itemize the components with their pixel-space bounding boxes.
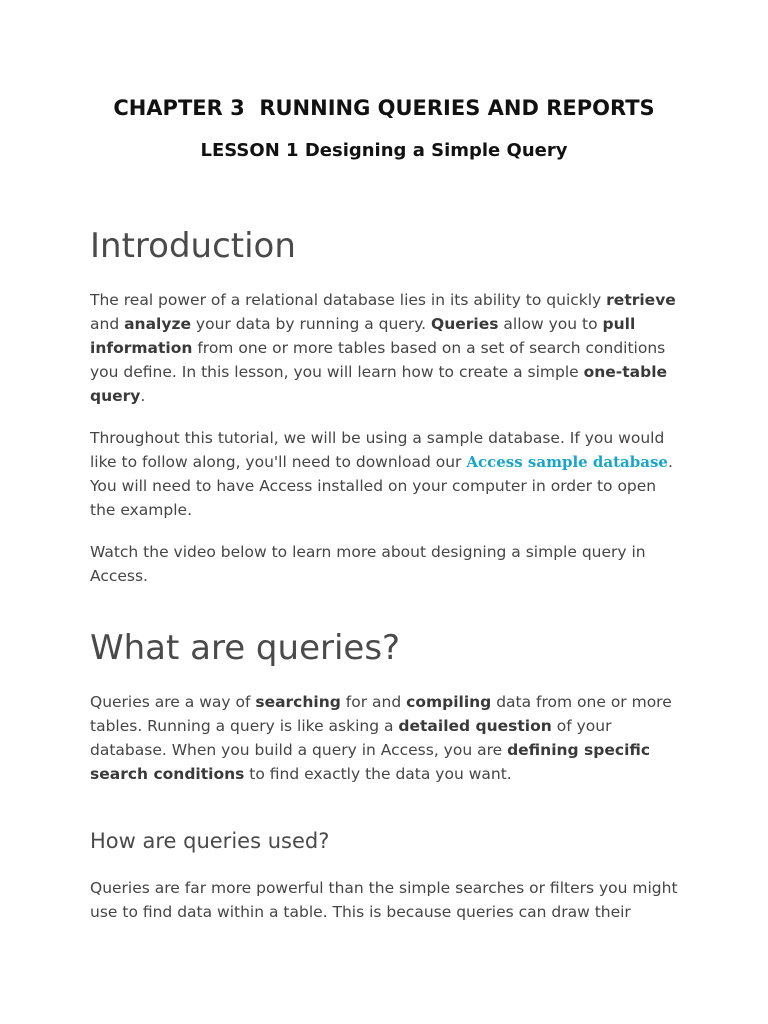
bold-term-compiling: compiling bbox=[406, 693, 492, 711]
text-run: data from one or more tables. Running a query is like asking a bbox=[90, 693, 672, 735]
text-run: The real power of a relational database lies in its ability to quickly bbox=[90, 291, 607, 309]
lesson-title: LESSON 1 Designing a Simple Query bbox=[200, 140, 568, 161]
intro-paragraph-3: Watch the video below to learn more about designing a simple query in Access. bbox=[90, 543, 646, 585]
bold-term-pull-information: pull information bbox=[90, 315, 636, 357]
introduction-heading: Introduction bbox=[90, 226, 296, 266]
text-run: of your database. When you build a query in Access, you are bbox=[90, 717, 612, 759]
bold-term-retrieve: retrieve bbox=[606, 291, 676, 309]
article-body bbox=[90, 222, 680, 924]
text-run: to find exactly the data you want. bbox=[244, 765, 512, 783]
chapter-title: CHAPTER 3 RUNNING QUERIES AND REPORTS bbox=[113, 96, 655, 120]
intro-paragraph-2 bbox=[90, 426, 680, 522]
access-sample-database-link[interactable]: Access sample database bbox=[466, 453, 668, 471]
how-paragraph-1: Queries are far more powerful than the simple searches or filters you might use to find data within a table. This is because queries can draw their bbox=[90, 879, 678, 921]
intro-paragraph-1 bbox=[90, 288, 680, 408]
what-are-queries-heading: What are queries? bbox=[90, 628, 401, 668]
text-run: your data by running a query. bbox=[191, 315, 432, 333]
bold-term-analyze: analyze bbox=[124, 315, 191, 333]
bold-term-one-table-query: one-table query bbox=[90, 363, 668, 405]
text-run: Queries are a way of bbox=[90, 693, 256, 711]
text-run: Throughout this tutorial, we will be using a sample database. If you would like to follow along, you'll need to download our bbox=[90, 429, 665, 471]
text-run: . bbox=[140, 387, 146, 405]
what-paragraph-1 bbox=[90, 690, 680, 786]
text-run: for and bbox=[340, 693, 407, 711]
bold-term-searching: searching bbox=[255, 693, 341, 711]
text-run: . You will need to have Access installed on your computer in order to open the example. bbox=[90, 453, 673, 519]
text-run: allow you to bbox=[498, 315, 603, 333]
text-run: from one or more tables based on a set of search conditions you define. In this lesson, you will learn how to create a simple bbox=[90, 339, 666, 381]
how-are-queries-used-heading: How are queries used? bbox=[90, 829, 330, 853]
bold-term-queries: Queries bbox=[431, 315, 499, 333]
bold-term-defining-search-conditions: defining specific search conditions bbox=[90, 741, 651, 783]
text-run: and bbox=[90, 315, 125, 333]
bold-term-detailed-question: detailed question bbox=[398, 717, 552, 735]
